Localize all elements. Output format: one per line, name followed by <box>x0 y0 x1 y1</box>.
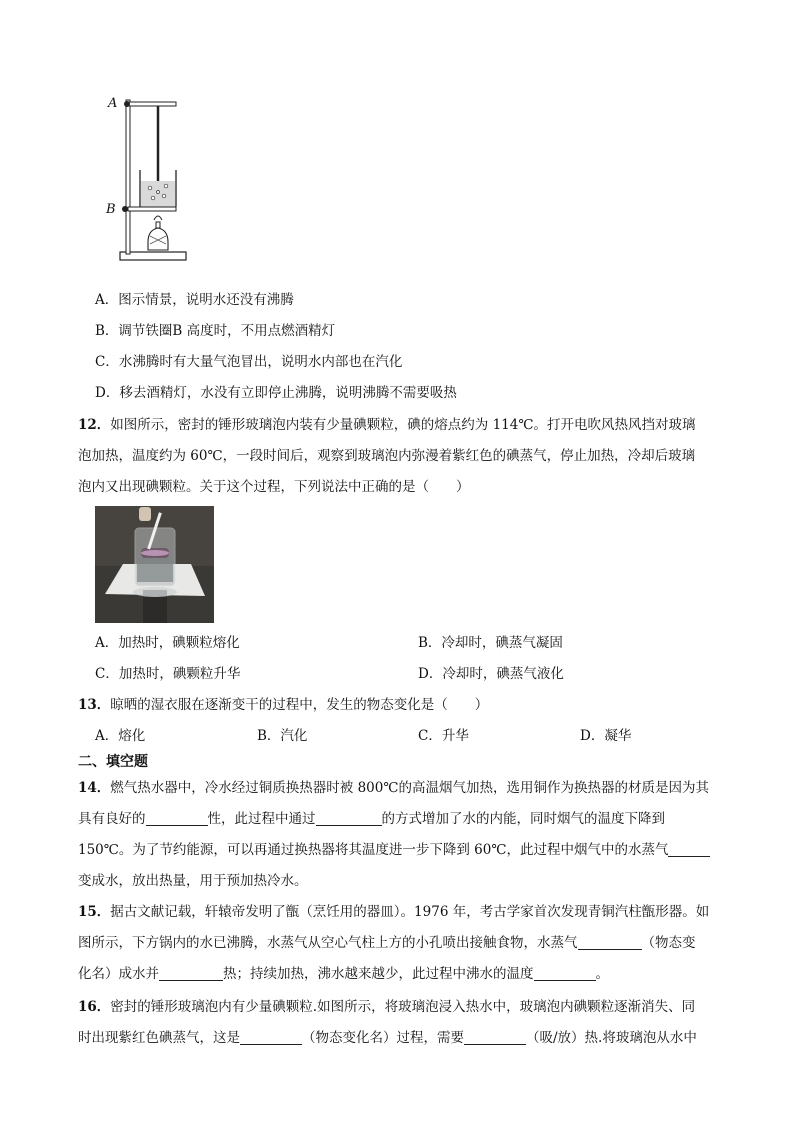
q16-number: 16． <box>78 999 111 1015</box>
label-a: A <box>108 96 118 111</box>
q13-line: 13．晾晒的湿衣服在逐渐变干的过程中，发生的物态变化是（ ） <box>78 697 489 713</box>
q14-line-3: 150℃。为了节约能源，可以再通过换热器将其温度进一步下降到 60℃，此过程中烟气中的水蒸气 <box>78 840 710 860</box>
q14-number: 14． <box>78 780 111 796</box>
q13-number: 13． <box>78 697 111 713</box>
q14-blank-2[interactable] <box>316 811 382 826</box>
q15-blank-3[interactable] <box>534 966 596 981</box>
q15-line-1: 15．据古文献记载，轩辕帝发明了甑（烹饪用的器皿）。1976 年，考古学家首次发现青铜汽柱甑形器。如 <box>78 904 710 920</box>
q11-option-a: A．图示情景，说明水还没有沸腾 <box>95 292 294 308</box>
q15-line-2: 图所示，下方锅内的水已沸腾，水蒸气从空心气柱上方的小孔喷出接触食物，水蒸气 （物态变 <box>78 935 696 951</box>
q14-line-2: 具有良好的 性，此过程中通过 的方式增加了水的内能，同时烟气的温度下降到 <box>78 811 665 827</box>
q14-blank-1[interactable] <box>146 811 208 826</box>
q15-number: 15． <box>78 904 111 920</box>
q15-blank-1[interactable] <box>578 935 642 950</box>
q14-line-4: 变成水，放出热量，用于预加热冷水。 <box>78 873 308 889</box>
q12-option-d: D．冷却时，碘蒸气液化 <box>418 666 564 682</box>
q15-blank-2[interactable] <box>159 966 223 981</box>
q13-option-d: D．凝华 <box>580 728 632 744</box>
boiling-apparatus-figure <box>100 92 195 267</box>
q16-blank-2[interactable] <box>464 1030 526 1045</box>
q15-line-3: 化名）成水并 热；持续加热，沸水越来越少，此过程中沸水的温度 。 <box>78 966 609 982</box>
q13-option-b: B．汽化 <box>257 728 308 744</box>
q16-blank-1[interactable] <box>240 1030 302 1045</box>
q12-line-3: 泡内又出现碘颗粒。关于这个过程，下列说法中正确的是（ ） <box>78 479 470 495</box>
q12-line-1: 12．如图所示，密封的锤形玻璃泡内装有少量碘颗粒，碘的熔点约为 114℃。打开电吹风热风挡对玻璃 <box>78 417 696 433</box>
q14-blank-3[interactable] <box>668 842 710 857</box>
q13-option-c: C．升华 <box>418 728 469 744</box>
q11-option-b: B．调节铁圈B 高度时，不用点燃酒精灯 <box>95 323 336 339</box>
q11-option-d: D．移去酒精灯，水没有立即停止沸腾，说明沸腾不需要吸热 <box>95 385 457 401</box>
q12-option-b: B．冷却时，碘蒸气凝固 <box>418 635 563 651</box>
q11-option-c: C．水沸腾时有大量气泡冒出，说明水内部也在汽化 <box>95 354 403 370</box>
q12-number: 12． <box>78 417 111 433</box>
q12-option-a: A．加热时，碘颗粒熔化 <box>95 635 240 651</box>
q12-line-2: 泡加热，温度约为 60℃，一段时间后，观察到玻璃泡内弥漫着紫红色的碘蒸气，停止加热，冷却后玻璃 <box>78 448 696 464</box>
q16-line-1: 16．密封的锤形玻璃泡内有少量碘颗粒.如图所示，将玻璃泡浸入热水中，玻璃泡内碘颗粒逐渐消失、同 <box>78 999 696 1015</box>
label-b: B <box>106 202 116 217</box>
iodine-bulb-photo <box>95 506 214 623</box>
q12-option-c: C．加热时，碘颗粒升华 <box>95 666 241 682</box>
q14-line-1: 14．燃气热水器中，冷水经过铜质换热器时被 800℃的高温烟气加热，选用铜作为换热器的材质是因为其 <box>78 780 709 796</box>
q13-option-a: A．熔化 <box>95 728 146 744</box>
section-title-fill-blank: 二、填空题 <box>78 754 148 770</box>
q16-line-2: 时出现紫红色碘蒸气，这是 （物态变化名）过程，需要 （吸/放）热.将玻璃泡从水中 <box>78 1030 697 1046</box>
